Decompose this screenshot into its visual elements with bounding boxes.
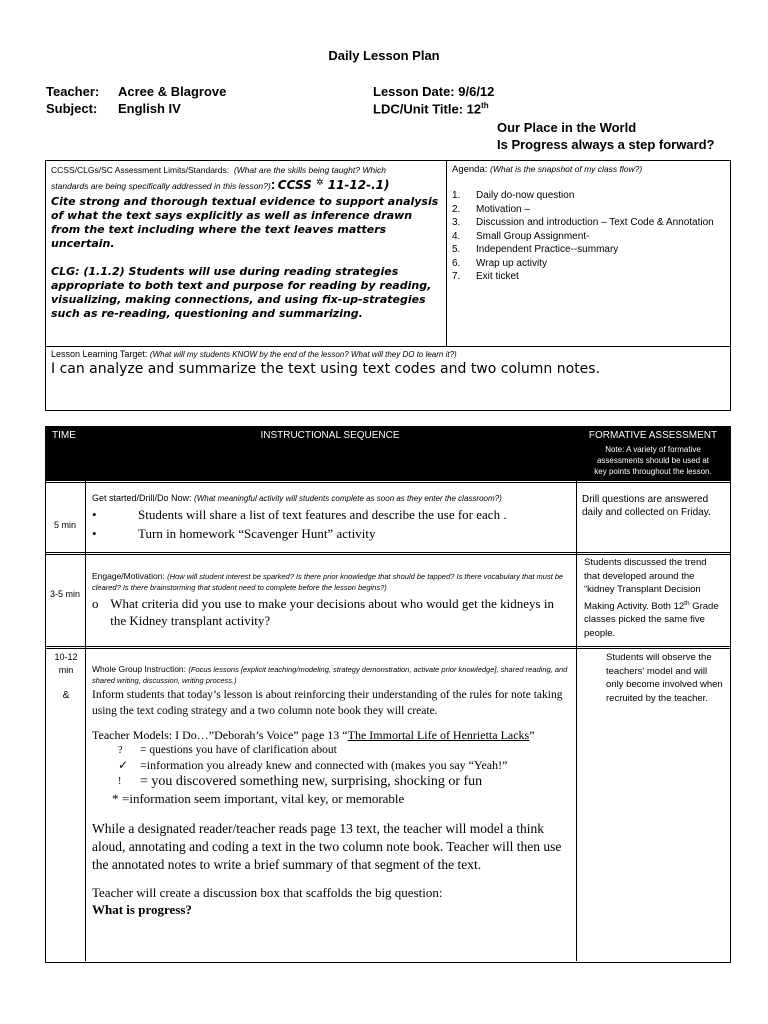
col-divider-1 <box>85 426 86 961</box>
row2-bullet: o What criteria did you use to make your decisions about who would get the kidneys in the Kidney transplant activity? <box>92 596 554 628</box>
unit-title <box>373 101 489 116</box>
standards-code-star-icon: ✲ <box>316 178 324 188</box>
row3-label: Whole Group Instruction: <box>92 664 187 674</box>
unit-title-sup: th <box>481 101 489 110</box>
question-mark-icon: ? <box>118 745 123 756</box>
agenda-item: 1. Daily do-now question <box>452 190 575 201</box>
unit-line2: Our Place in the World <box>497 120 637 135</box>
page-title: Daily Lesson Plan <box>328 48 440 63</box>
row1-prompt: (What meaningful activity will students complete as soon as they enter the classroom?) <box>194 494 502 503</box>
row2-label: Engage/Motivation: <box>92 571 165 581</box>
col-divider-2 <box>576 426 577 961</box>
check-mark-icon: ✓ <box>118 758 129 772</box>
row1-bullet: • Turn in homework “Scavenger Hunt” activity <box>92 526 376 541</box>
agenda-prompt: (What is the snapshot of my class flow?) <box>490 164 643 174</box>
unit-line3: Is Progress always a step forward? <box>497 137 715 152</box>
standards-body2: CLG: (1.1.2) Students will use during reading strategies appropriate to both text and purpose for reading by reading, visualizing, making connections, and using fix-up-strategies such as re-reading, questioning and summarizing. <box>51 265 432 320</box>
agenda-label: Agenda: <box>452 164 488 175</box>
standards-divider <box>446 160 447 346</box>
code-question: ? = questions you have of clarification about <box>118 744 337 756</box>
row-divider-2 <box>45 648 731 649</box>
code-check: ✓ =information you already knew and connected with (makes you say “Yeah!” <box>118 758 508 772</box>
unit-title-text: LDC/Unit Title: 12 <box>373 101 482 117</box>
asterisk-icon: * <box>112 791 119 806</box>
agenda-list <box>452 189 726 284</box>
agenda-item: 5. Independent Practice--summary <box>452 244 619 255</box>
row3-paragraph: While a designated reader/teacher reads page 13 text, the teacher will model a think aloud, annotating and coding a text in the two column note book. Teacher will then use the annotated notes to write a brief summary of that segment of the text. <box>92 821 562 872</box>
row3-discussion: Teacher will create a discussion box that scaffolds the big question: <box>92 885 443 900</box>
row3-models: Teacher Models: I Do…”Deborah’s Voice” page 13 “The Immortal Life of Henrietta Lacks” <box>92 728 535 742</box>
col-time-header: TIME <box>52 430 76 441</box>
agenda-item: 3. Discussion and introduction – Text Code & Annotation <box>452 217 714 228</box>
standards-prompt-a: (What are the skills being taught? Which <box>233 165 386 175</box>
row1-bullet: • Students will share a list of text features and describe the use for each . <box>92 507 507 522</box>
col-sequence-header: INSTRUCTIONAL SEQUENCE <box>260 430 400 441</box>
row2-assessment: Students discussed the trend that developed around the “kidney Transplant Decision Making Activity. Both 12th Grade classes picked the same five people. <box>584 557 719 639</box>
standards-cell <box>51 164 443 321</box>
teacher-value: Acree & Blagrove <box>118 84 227 99</box>
bullet-icon: • <box>92 526 97 541</box>
code-legend <box>112 743 570 806</box>
agenda-item: 7. Exit ticket <box>452 271 519 282</box>
agenda-item: 2. Motivation – <box>452 203 530 215</box>
row3-time: 10-12 min <box>54 652 78 675</box>
col-assessment-header: FORMATIVE ASSESSMENT <box>588 430 718 441</box>
book-title: The Immortal Life of Henrietta Lacks <box>347 728 530 742</box>
row2-sequence <box>92 571 572 629</box>
row1-sequence <box>92 493 572 543</box>
bullet-icon: • <box>92 507 97 522</box>
subject-label: Subject: <box>46 101 98 116</box>
row1-label: Get started/Drill/Do Now: <box>92 493 192 503</box>
row2-prompt: (How will student interest be sparked? Is there prior knowledge that should be tapped? Is there vocabulary that must be cleared? Is there brainstorming that student need to complete before the lesson begins?) <box>92 572 564 592</box>
row-divider-1b <box>45 552 731 553</box>
target-label: Lesson Learning Target: <box>51 349 148 359</box>
standards-code <box>278 177 390 192</box>
circle-bullet-icon: o <box>92 596 99 611</box>
row-divider-2b <box>45 646 731 647</box>
target-cell <box>51 349 721 377</box>
standards-body1: Cite strong and thorough textual evidence to support analysis of what the text says explicitly as well as inference drawn from the text including where the text leaves matters uncertain. <box>51 195 439 250</box>
row3-prompt: (Focus lessons [explicit teaching/modeling, strategy demonstration, activate prior knowledge], shared reading, and shared writing, discussion, writing process.) <box>92 665 568 685</box>
code-exclaim: ! = you discovered something new, surprising, shocking or fun <box>118 774 483 789</box>
row2-time: 3-5 min <box>49 589 80 599</box>
target-prompt: (What will my students KNOW by the end of the lesson? What will they DO to learn it?) <box>149 350 457 359</box>
subject-value: English IV <box>118 101 181 116</box>
row3-time-extra: & <box>62 690 70 701</box>
row3-assessment: Students will observe the teachers' model and will only become involved when recruited by the teacher. <box>606 652 723 704</box>
row-divider-0 <box>45 482 731 483</box>
target-divider <box>45 346 731 347</box>
row3-intro: Inform students that today’s lesson is about reinforcing their understanding of the rules for note taking using the text coding strategy and a two column note book they will create. <box>92 689 563 717</box>
row1-assessment: Drill questions are answered daily and collected on Friday. <box>582 494 711 518</box>
row3-question: What is progress? <box>92 902 192 917</box>
agenda-item: 4. Small Group Assignment- <box>452 230 590 242</box>
agenda-cell <box>452 164 726 284</box>
exclamation-icon: ! <box>118 776 122 787</box>
row-divider-1 <box>45 554 731 555</box>
agenda-item: 6. Wrap up activity <box>452 257 547 269</box>
lesson-date: Lesson Date: 9/6/12 <box>373 84 495 99</box>
assessment-note: Note: A variety of formative assessments should be used at key points throughout the lesson. <box>594 445 712 476</box>
code-star: * =information seem important, vital key, or memorable <box>112 791 405 806</box>
row3-sequence <box>92 664 570 918</box>
teacher-label: Teacher: <box>46 84 100 99</box>
standards-code-colon: : <box>270 176 276 192</box>
row1-time: 5 min <box>53 520 76 530</box>
standards-code-label: CCSS <box>277 178 316 192</box>
standards-prompt-b: standards are being specifically addressed in this lesson?) <box>51 181 271 191</box>
target-text: I can analyze and summarize the text using text codes and two column notes. <box>51 361 601 377</box>
standards-code-rest: 11-12-.1) <box>323 178 390 192</box>
standards-label: CCSS/CLGs/SC Assessment Limits/Standards: <box>51 165 230 175</box>
